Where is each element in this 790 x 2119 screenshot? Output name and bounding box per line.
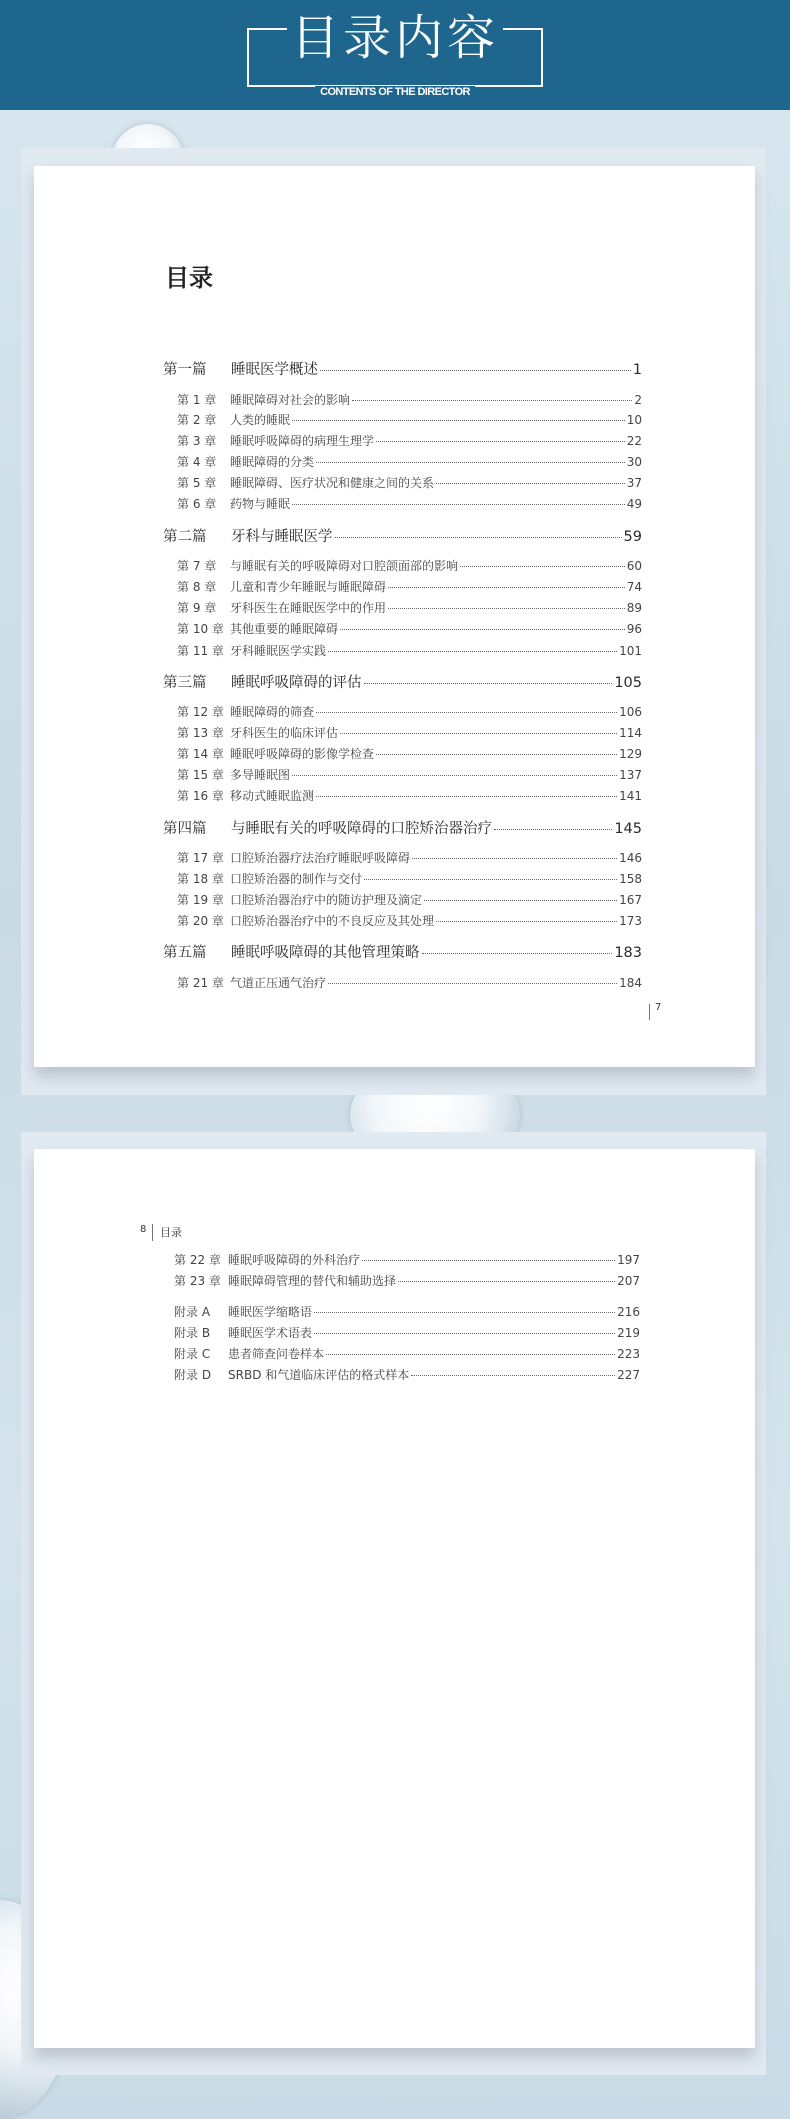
entry-title: SRBD 和气道临床评估的格式样本: [228, 1368, 410, 1382]
entry-page: 183: [614, 945, 642, 961]
entry-page: 114: [619, 726, 642, 740]
entry-label: 第五篇: [163, 945, 207, 961]
entry-label: 第 16 章: [177, 789, 224, 803]
entry-page: 74: [626, 580, 642, 594]
dot-leader: [376, 754, 617, 755]
entry-label: 第 18 章: [177, 872, 224, 886]
entry-page: 89: [626, 601, 642, 615]
toc-part-entry[interactable]: [163, 358, 642, 380]
entry-title: 牙科医生在睡眠医学中的作用: [230, 601, 387, 615]
entry-label: 第 9 章: [177, 601, 217, 615]
entry-title: 睡眠呼吸障碍的其他管理策略: [231, 945, 420, 961]
entry-page: 30: [626, 455, 642, 469]
entry-label: 第 22 章: [174, 1253, 221, 1267]
toc-chapter-entry[interactable]: [177, 642, 642, 658]
entry-label: 第 23 章: [174, 1274, 221, 1288]
dot-leader: [292, 775, 617, 776]
entry-page: 207: [617, 1274, 640, 1288]
entry-page: 167: [619, 893, 642, 907]
toc-chapter-entry[interactable]: [177, 411, 642, 427]
page-1: [34, 166, 755, 1067]
dot-leader: [411, 1375, 615, 1376]
entry-label: 第 4 章: [177, 455, 217, 469]
toc-chapter-entry[interactable]: [177, 787, 642, 803]
entry-page: 105: [614, 675, 642, 691]
entry-label: 第二篇: [163, 529, 207, 545]
entry-label: 附录 D: [174, 1368, 212, 1382]
entry-title: 睡眠呼吸障碍的外科治疗: [228, 1253, 361, 1267]
entry-page: 10: [626, 413, 642, 427]
entry-title: 牙科与睡眠医学: [231, 529, 333, 545]
toc-chapter-entry[interactable]: [177, 703, 642, 719]
toc-chapter-entry[interactable]: [177, 891, 642, 907]
entry-label: 附录 A: [174, 1305, 211, 1319]
dot-leader: [292, 504, 625, 505]
toc-chapter-entry[interactable]: [177, 745, 642, 761]
page-number: 7: [655, 1002, 662, 1013]
toc-part-entry[interactable]: [163, 817, 642, 839]
toc-chapter-entry[interactable]: [177, 495, 642, 511]
dot-leader: [314, 1312, 615, 1313]
entry-page: 141: [619, 789, 642, 803]
entry-page: 1: [632, 362, 642, 378]
header-subtitle: CONTENTS OF THE DIRECTOR: [315, 86, 475, 98]
toc-title: 目录: [165, 264, 213, 292]
dot-leader: [364, 683, 613, 684]
dot-leader: [316, 462, 625, 463]
entry-label: 第四篇: [163, 821, 207, 837]
toc-chapter-entry[interactable]: [177, 391, 642, 407]
entry-label: 第 21 章: [177, 976, 224, 990]
dot-leader: [326, 1354, 615, 1355]
entry-title: 人类的睡眠: [230, 413, 291, 427]
entry-title: 睡眠障碍的分类: [230, 455, 315, 469]
dot-leader: [422, 953, 613, 954]
dot-leader: [292, 420, 625, 421]
dot-leader: [364, 879, 617, 880]
entry-page: 106: [619, 705, 642, 719]
toc-part-entry[interactable]: [163, 525, 642, 547]
dot-leader: [494, 829, 612, 830]
entry-label: 第三篇: [163, 675, 207, 691]
header-banner: [0, 0, 790, 110]
running-head: 目录: [160, 1226, 182, 1239]
entry-label: 第 13 章: [177, 726, 224, 740]
entry-page: 101: [619, 644, 642, 658]
entry-label: 第 11 章: [177, 644, 224, 658]
header-subtitle-wrap: [0, 80, 790, 99]
toc-chapter-entry[interactable]: [177, 766, 642, 782]
entry-label: 第 3 章: [177, 434, 217, 448]
entry-title: 多导睡眠图: [230, 768, 291, 782]
entry-title: 睡眠障碍、医疗状况和健康之间的关系: [230, 476, 435, 490]
entry-title: 牙科医生的临床评估: [230, 726, 339, 740]
entry-title: 与睡眠有关的呼吸障碍对口腔颌面部的影响: [230, 559, 459, 573]
entry-title: 牙科睡眠医学实践: [230, 644, 327, 658]
dot-leader: [328, 651, 617, 652]
toc-chapter-entry[interactable]: [177, 474, 642, 490]
page-divider-bar: [152, 1224, 153, 1241]
entry-title: 睡眠医学概述: [231, 362, 318, 378]
dot-leader: [412, 858, 617, 859]
entry-label: 附录 C: [174, 1347, 211, 1361]
entry-page: 223: [617, 1347, 640, 1361]
entry-page: 2: [634, 393, 642, 407]
page-number: 8: [140, 1224, 147, 1235]
entry-page: 227: [617, 1368, 640, 1382]
entry-title: 与睡眠有关的呼吸障碍的口腔矫治器治疗: [231, 821, 492, 837]
toc-chapter-entry[interactable]: [174, 1272, 640, 1288]
entry-page: 197: [617, 1253, 640, 1267]
entry-label: 第 12 章: [177, 705, 224, 719]
entry-page: 219: [617, 1326, 640, 1340]
entry-page: 184: [619, 976, 642, 990]
toc-chapter-entry[interactable]: [174, 1251, 640, 1267]
entry-label: 第 2 章: [177, 413, 217, 427]
entry-title: 睡眠呼吸障碍的病理生理学: [230, 434, 375, 448]
toc-part-entry[interactable]: [163, 941, 642, 963]
entry-label: 第 10 章: [177, 622, 224, 636]
entry-page: 137: [619, 768, 642, 782]
dot-leader: [460, 566, 625, 567]
entry-page: 145: [614, 821, 642, 837]
entry-label: 第 14 章: [177, 747, 224, 761]
entry-page: 22: [626, 434, 642, 448]
dot-leader: [340, 629, 625, 630]
entry-title: 口腔矫治器治疗中的随访护理及滴定: [230, 893, 423, 907]
entry-label: 附录 B: [174, 1326, 211, 1340]
entry-page: 173: [619, 914, 642, 928]
entry-label: 第 17 章: [177, 851, 224, 865]
toc-appendix-entry[interactable]: [174, 1366, 640, 1382]
dot-leader: [340, 733, 617, 734]
toc-chapter-entry[interactable]: [177, 599, 642, 615]
dot-leader: [388, 608, 625, 609]
dot-leader: [424, 900, 617, 901]
dot-leader: [335, 537, 622, 538]
dot-leader: [352, 400, 632, 401]
toc-chapter-entry[interactable]: [177, 578, 642, 594]
dot-leader: [320, 370, 631, 371]
entry-page: 96: [626, 622, 642, 636]
entry-title: 其他重要的睡眠障碍: [230, 622, 339, 636]
entry-title: 口腔矫治器的制作与交付: [230, 872, 363, 886]
toc-chapter-entry[interactable]: [177, 849, 642, 865]
entry-title: 睡眠障碍的筛查: [230, 705, 315, 719]
entry-label: 第 15 章: [177, 768, 224, 782]
entry-title: 儿童和青少年睡眠与睡眠障碍: [230, 580, 387, 594]
entry-title: 睡眠医学术语表: [228, 1326, 313, 1340]
entry-title: 睡眠呼吸障碍的评估: [231, 675, 362, 691]
toc-appendix-entry[interactable]: [174, 1303, 640, 1319]
entry-title: 睡眠障碍对社会的影响: [230, 393, 351, 407]
toc-chapter-entry[interactable]: [177, 974, 642, 990]
toc-chapter-entry[interactable]: [177, 557, 642, 573]
entry-title: 睡眠呼吸障碍的影像学检查: [230, 747, 375, 761]
dot-leader: [328, 983, 617, 984]
entry-label: 第 5 章: [177, 476, 217, 490]
toc-chapter-entry[interactable]: [177, 620, 642, 636]
dot-leader: [316, 796, 617, 797]
page-divider-bar: [649, 1004, 650, 1020]
dot-leader: [436, 483, 625, 484]
entry-title: 患者筛查问卷样本: [228, 1347, 325, 1361]
dot-leader: [398, 1281, 615, 1282]
entry-label: 第一篇: [163, 362, 207, 378]
entry-page: 146: [619, 851, 642, 865]
entry-title: 口腔矫治器疗法治疗睡眠呼吸障碍: [230, 851, 411, 865]
entry-label: 第 19 章: [177, 893, 224, 907]
entry-label: 第 1 章: [177, 393, 217, 407]
entry-page: 129: [619, 747, 642, 761]
toc-chapter-entry[interactable]: [177, 870, 642, 886]
entry-title: 移动式睡眠监测: [230, 789, 315, 803]
dot-leader: [388, 587, 625, 588]
entry-page: 59: [623, 529, 642, 545]
entry-label: 第 6 章: [177, 497, 217, 511]
toc-part-entry[interactable]: [163, 671, 642, 693]
entry-title: 口腔矫治器治疗中的不良反应及其处理: [230, 914, 435, 928]
dot-leader: [376, 441, 625, 442]
toc-chapter-entry[interactable]: [177, 912, 642, 928]
toc-appendix-entry[interactable]: [174, 1345, 640, 1361]
toc-chapter-entry[interactable]: [177, 453, 642, 469]
entry-label: 第 20 章: [177, 914, 224, 928]
entry-title: 睡眠障碍管理的替代和辅助选择: [228, 1274, 397, 1288]
dot-leader: [316, 712, 617, 713]
entry-title: 睡眠医学缩略语: [228, 1305, 313, 1319]
entry-page: 158: [619, 872, 642, 886]
entry-title: 气道正压通气治疗: [230, 976, 327, 990]
entry-page: 216: [617, 1305, 640, 1319]
toc-appendix-entry[interactable]: [174, 1324, 640, 1340]
dot-leader: [314, 1333, 615, 1334]
entry-label: 第 7 章: [177, 559, 217, 573]
toc-chapter-entry[interactable]: [177, 432, 642, 448]
entry-label: 第 8 章: [177, 580, 217, 594]
dot-leader: [436, 921, 617, 922]
entry-title: 药物与睡眠: [230, 497, 291, 511]
entry-page: 37: [626, 476, 642, 490]
dot-leader: [362, 1260, 615, 1261]
entry-page: 60: [626, 559, 642, 573]
header-title: 目录内容: [290, 10, 499, 66]
toc-chapter-entry[interactable]: [177, 724, 642, 740]
entry-page: 49: [626, 497, 642, 511]
